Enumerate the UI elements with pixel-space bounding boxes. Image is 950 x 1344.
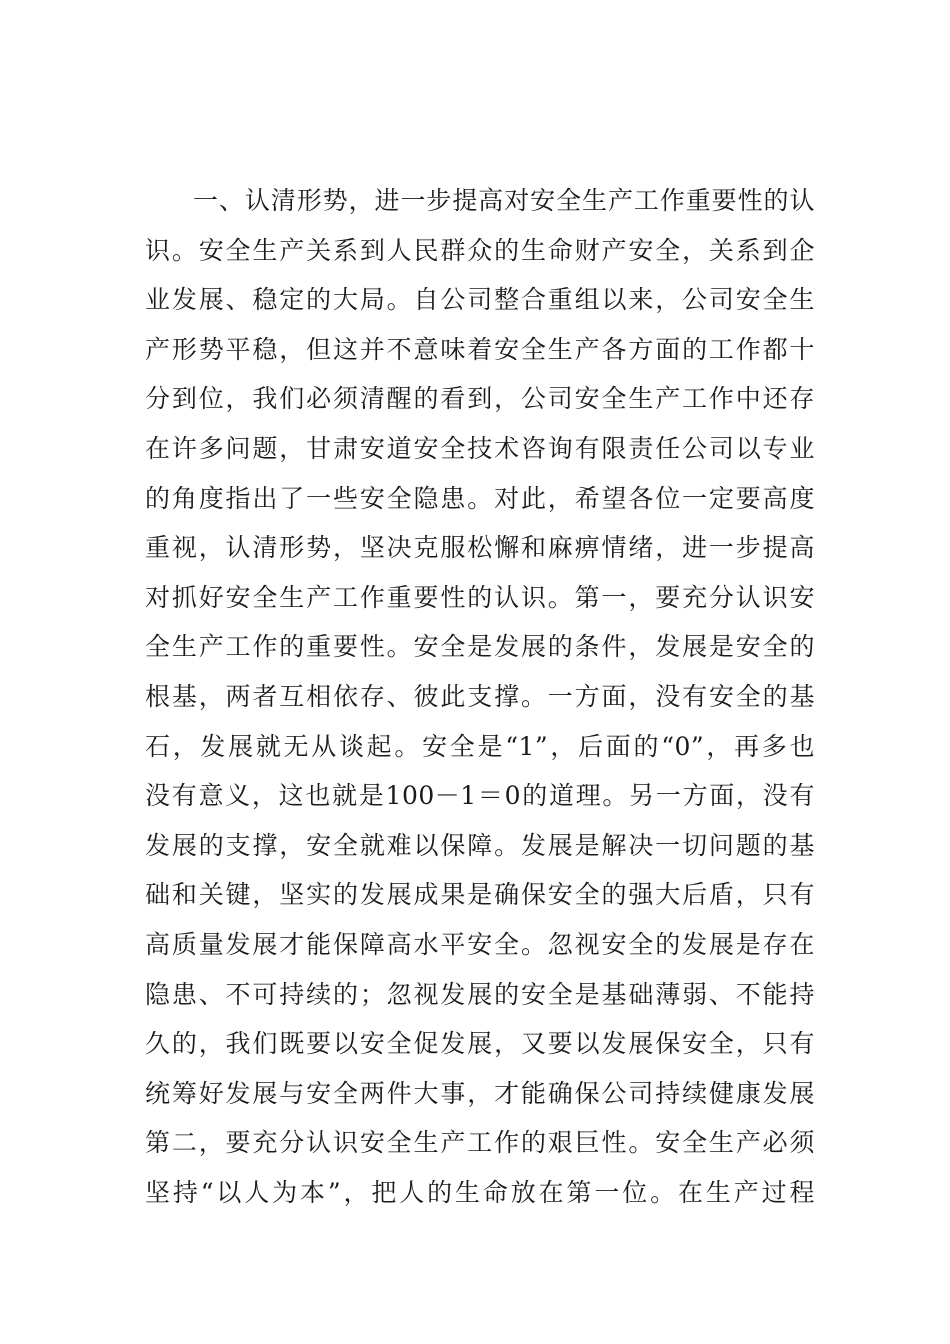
text-line-9: 对抓好安全生产工作重要性的认识。第一，要充分认识安 bbox=[145, 582, 815, 612]
text-line-12: 石，发展就无从谈起。安全是“1”，后面的“0”，再多也 bbox=[145, 731, 815, 761]
text-line-4: 产形势平稳，但这并不意味着安全生产各方面的工作都十 bbox=[145, 334, 815, 364]
text-line-18: 久的，我们既要以安全促发展，又要以发展保安全，只有 bbox=[145, 1029, 815, 1059]
text-line-7: 的角度指出了一些安全隐患。对此，希望各位一定要高度 bbox=[145, 483, 815, 513]
text-line-16: 高质量发展才能保障高水平安全。忽视安全的发展是存在 bbox=[145, 929, 815, 959]
body-paragraph bbox=[145, 176, 815, 1217]
text-line-14: 发展的支撑，安全就难以保障。发展是解决一切问题的基 bbox=[145, 830, 815, 860]
text-line-20: 第二，要充分认识安全生产工作的艰巨性。安全生产必须 bbox=[145, 1128, 815, 1158]
text-line-2: 识。安全生产关系到人民群众的生命财产安全，关系到企 bbox=[145, 235, 815, 265]
text-line-21: 坚持“以人为本”，把人的生命放在第一位。在生产过程 bbox=[145, 1177, 815, 1207]
text-line-11: 根基，两者互相依存、彼此支撑。一方面，没有安全的基 bbox=[145, 681, 815, 711]
text-line-13: 没有意义，这也就是100－1＝0的道理。另一方面，没有 bbox=[145, 781, 815, 811]
text-line-3: 业发展、稳定的大局。自公司整合重组以来，公司安全生 bbox=[145, 285, 815, 315]
text-line-6: 在许多问题，甘肃安道安全技术咨询有限责任公司以专业 bbox=[145, 433, 815, 463]
text-line-8: 重视，认清形势，坚决克服松懈和麻痹情绪，进一步提高 bbox=[145, 533, 815, 563]
text-line-17: 隐患、不可持续的；忽视发展的安全是基础薄弱、不能持 bbox=[145, 979, 815, 1009]
text-line-19: 统筹好发展与安全两件大事，才能确保公司持续健康发展 bbox=[145, 1078, 815, 1108]
text-line-5: 分到位，我们必须清醒的看到，公司安全生产工作中还存 bbox=[145, 384, 815, 414]
text-line-10: 全生产工作的重要性。安全是发展的条件，发展是安全的 bbox=[145, 632, 815, 662]
text-line-15: 础和关键，坚实的发展成果是确保安全的强大后盾，只有 bbox=[145, 880, 815, 910]
text-line-1: 一、认清形势，进一步提高对安全生产工作重要性的认 bbox=[193, 186, 815, 215]
